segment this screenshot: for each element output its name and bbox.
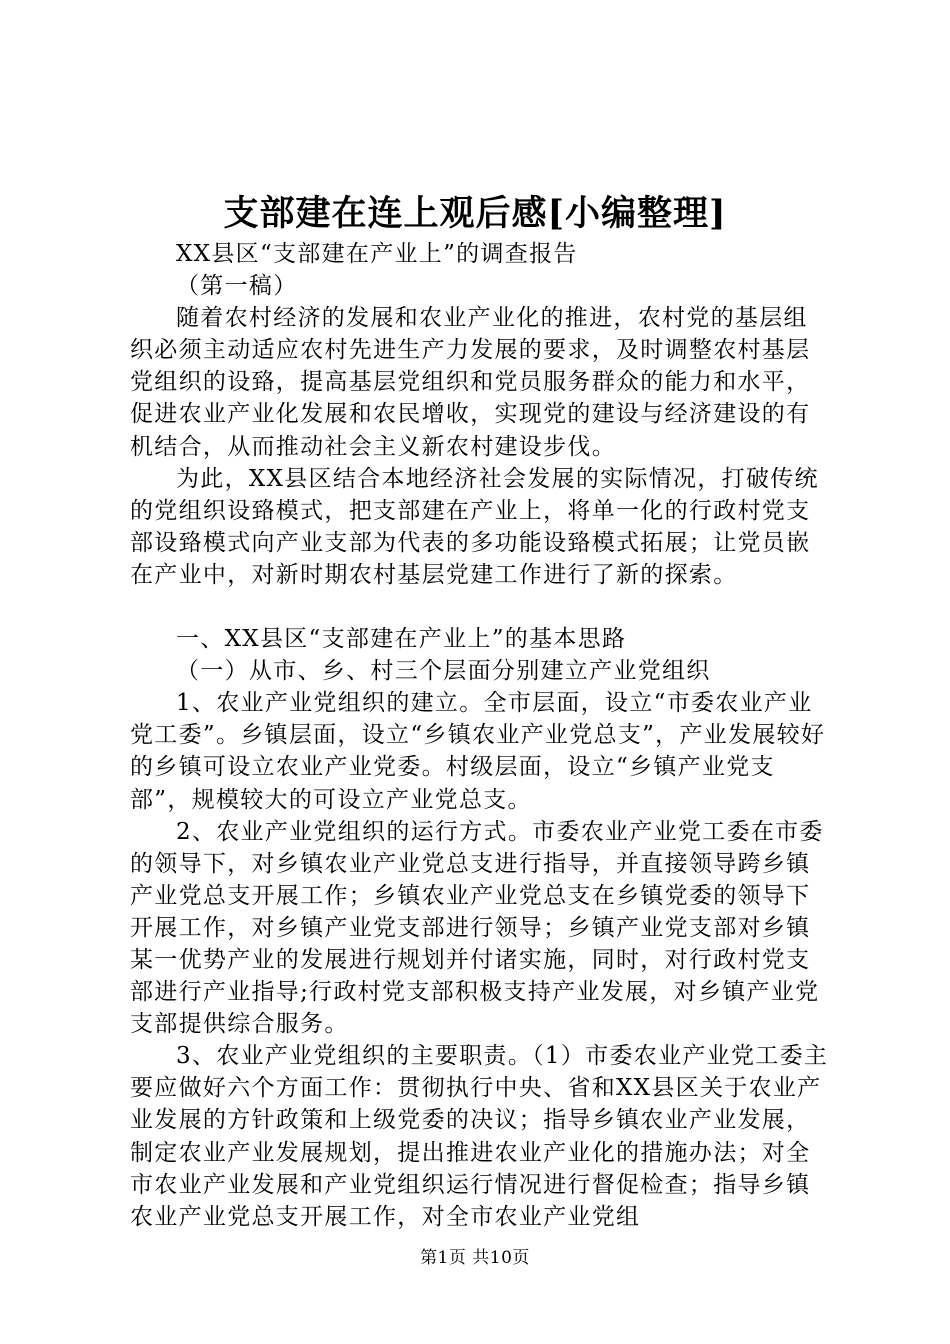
list-item: 2、农业产业党组织的运行方式。市委农业产业党工委在市委的领导下，对乡镇农业产业党总支进行指导，并直接领导跨乡镇产业党总支开展工作；乡镇农业产业党总支在乡镇党委的领导下开展工作，对乡镇产业党支部进行领导；乡镇产业党支部对乡镇某一优势产业的发展进行规划并付诸实施，同时，对行政村党支部进行产业指导;行政村党支部积极支持产业发展，对乡镇产业党支部提供综合服务。: [130, 818, 824, 1038]
body-paragraph: 随着农村经济的发展和农业产业化的推进，农村党的基层组织必须主动适应农村先进生产力发展的要求，及时调整农村基层党组织的设臵，提高基层党组织和党员服务群众的能力和水平，促进农业产业化发展和农民增收，实现党的建设与经济建设的有机结合，从而推动社会主义新农村建设步伐。: [130, 305, 811, 460]
body-paragraph: 为此，XX县区结合本地经济社会发展的实际情况，打破传统的党组织设臵模式，把支部建在产业上，将单一化的行政村党支部设臵模式向产业支部为代表的多功能设臵模式拓展；让党员嵌在产业中，对新时期农村基层党建工作进行了新的探索。: [130, 465, 819, 588]
document-title: 支部建在连上观后感[小编整理]: [223, 193, 727, 234]
list-item: 1、农业产业党组织的建立。全市层面，设立“市委农业产业党工委”。乡镇层面，设立“乡镇农业产业党总支”，产业发展较好的乡镇可设立农业产业党委。村级层面，设立“乡镇产业党支部”，规模较大的可设立产业党总支。: [130, 690, 826, 813]
document-body: [130, 238, 830, 1233]
paragraph-gap: [130, 591, 830, 623]
section-heading: 一、XX县区“支部建在产业上”的基本思路: [176, 626, 627, 653]
draft-label: （第一稿）: [176, 273, 298, 300]
report-subtitle: XX县区“支部建在产业上”的调查报告: [176, 241, 578, 267]
subsection-heading: （一）从市、乡、村三个层面分别建立产业党组织: [176, 658, 711, 685]
list-item: 3、农业产业党组织的主要职责。（1）市委农业产业党工委主要应做好六个方面工作：贯彻执行中央、省和XX县区关于农业产业发展的方针政策和上级党委的决议；指导乡镇农业产业发展，制定农业产业发展规划，提出推进农业产业化的措施办法；对全市农业产业发展和产业党组织运行情况进行督促检查；指导乡镇农业产业党总支开展工作，对全市农业产业党组: [130, 1043, 829, 1230]
page-number-footer: 第1页 共10页: [420, 1248, 530, 1268]
